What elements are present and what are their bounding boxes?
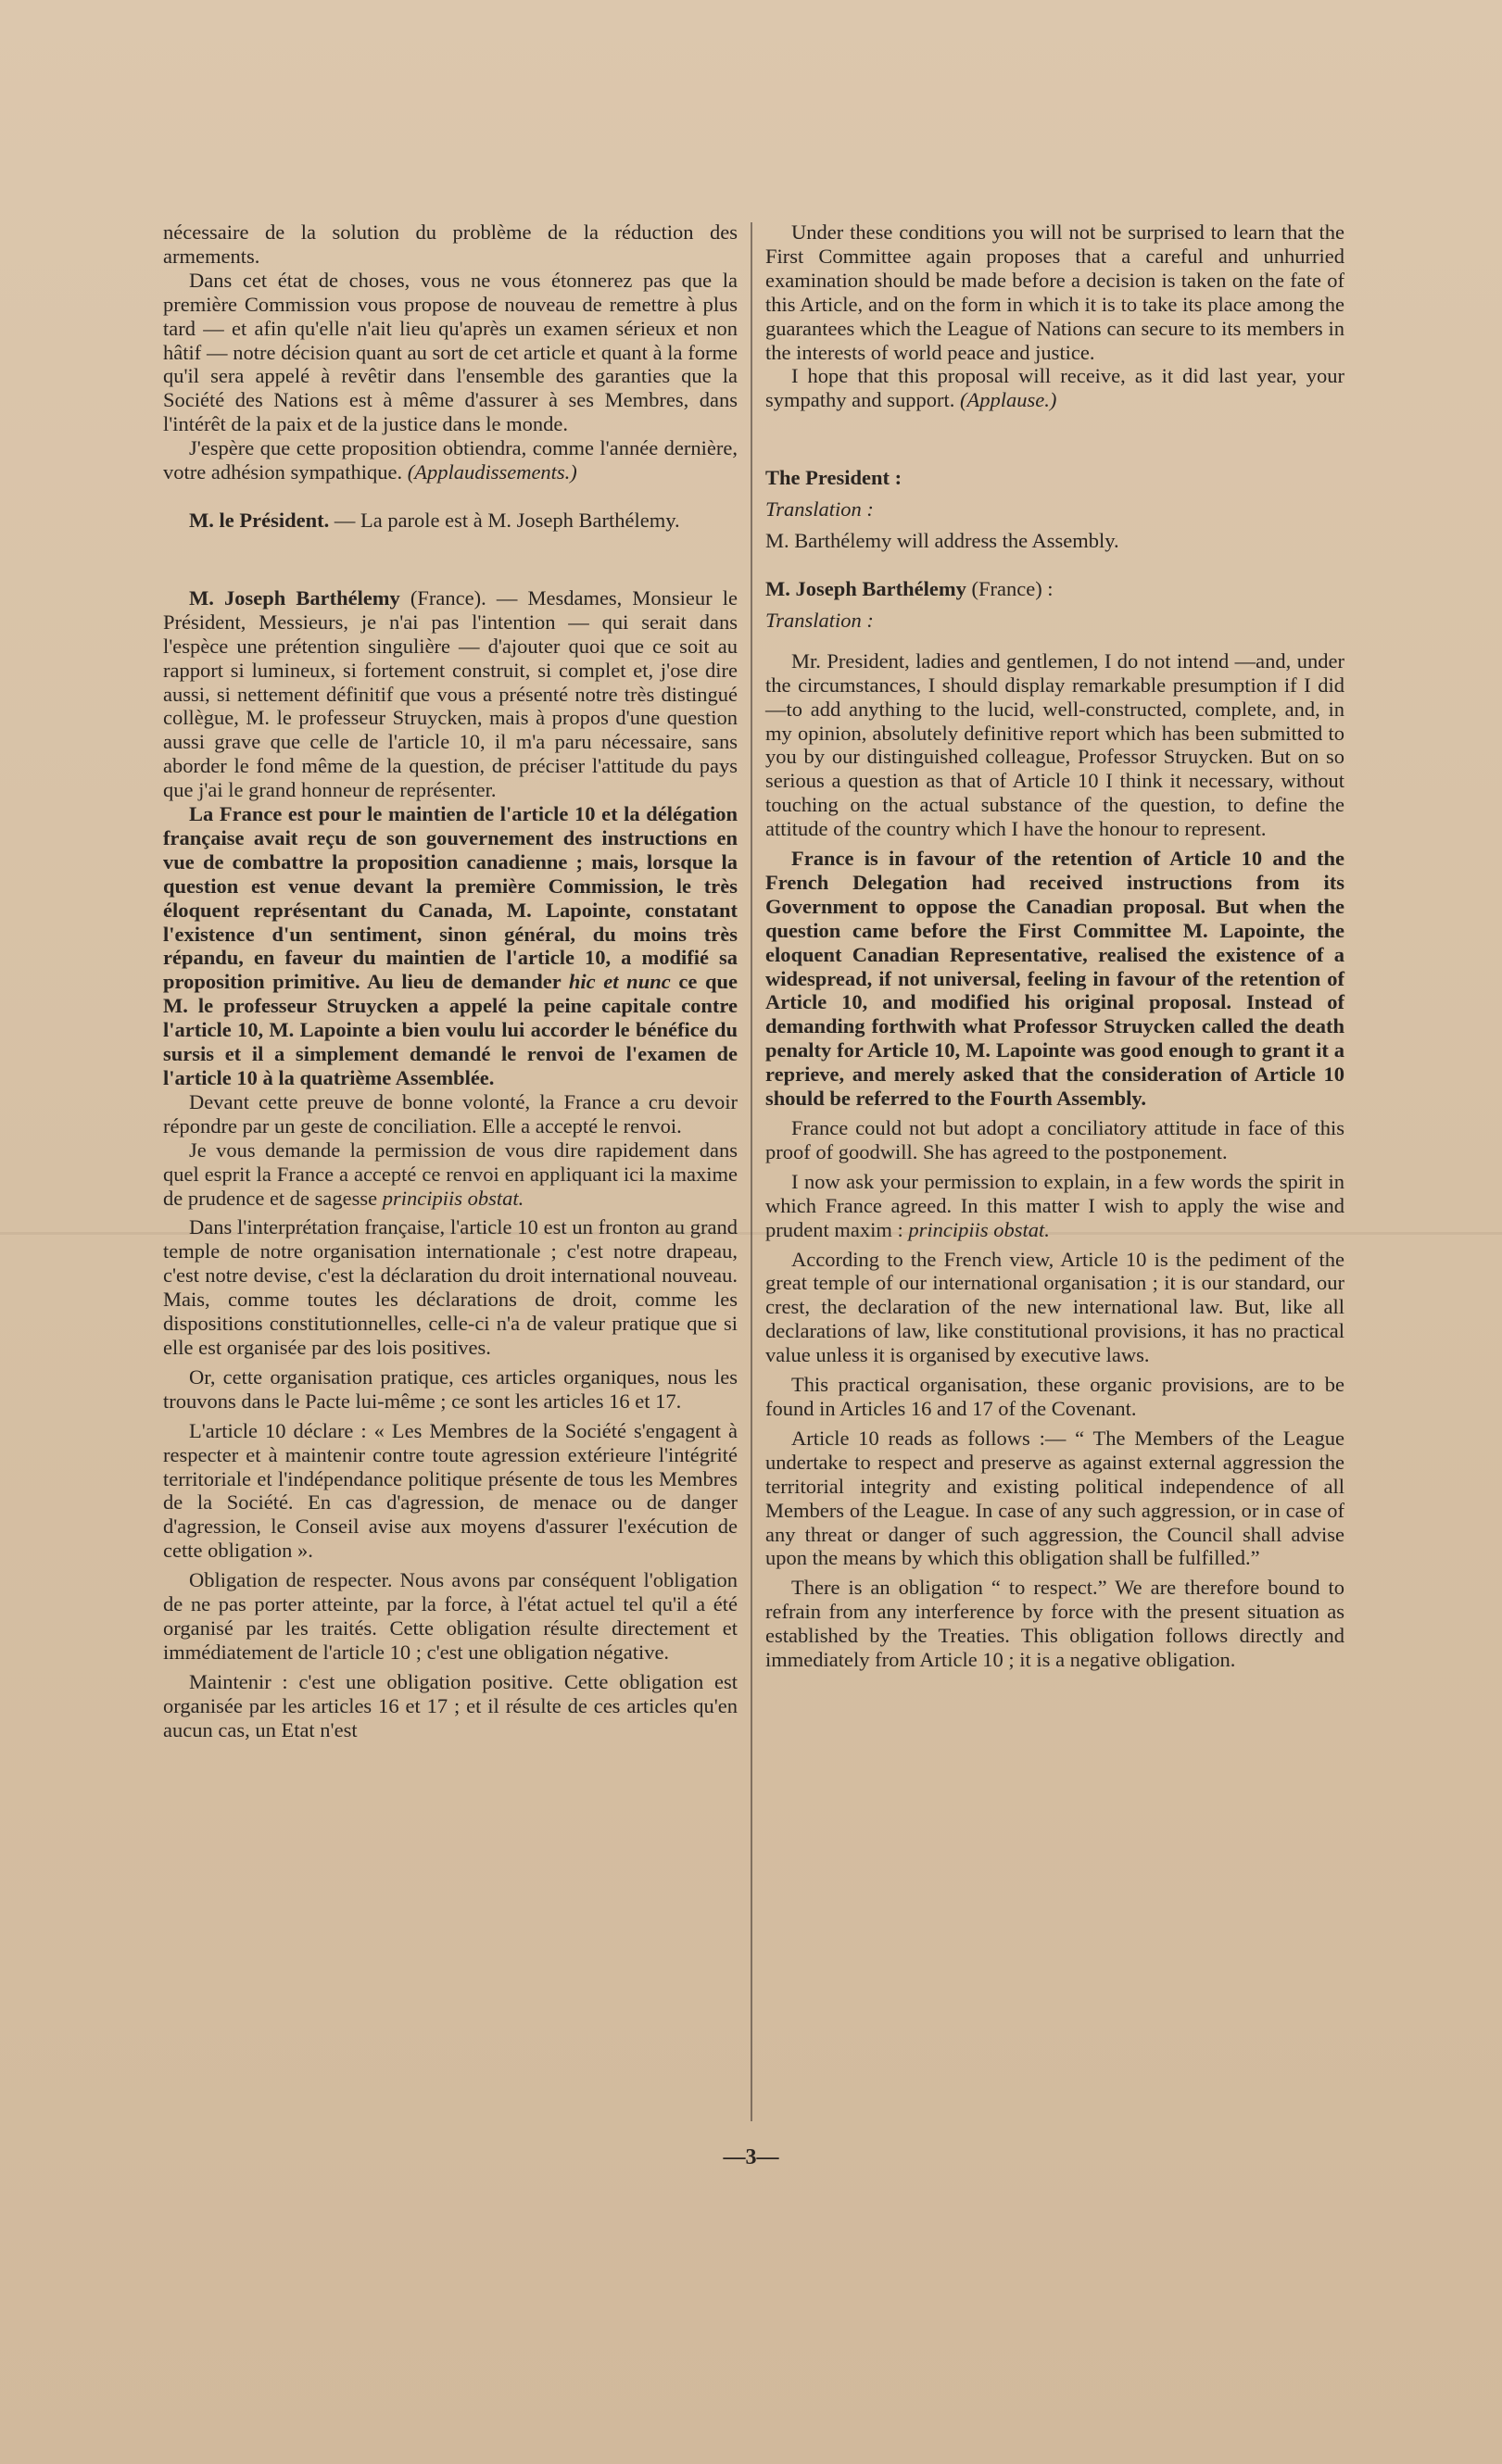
- fr-para-interp: Dans l'interprétation française, l'article 10 est un fronton au grand temple de notre organisation internationale ; c'est notre drapeau, c'est notre devise, c'est la déclaration du droit international nouveau. Mais, comme toutes les déclarations de droit, comme les dispositions constitutionnelles, celle-ci n'a de valeur pratique que si elle est organisée par des lois positives.: [163, 1215, 738, 1359]
- en-translation-label-2: Translation :: [765, 608, 874, 632]
- en-president: [765, 466, 1344, 490]
- fr-para-oblig: Obligation de respecter. Nous avons par conséquent l'obligation de ne pas porter atteinte, par la force, à l'état actuel tel qu'il a été organisé par les traités. Cette obligation résulte directement et immédiatement de l'article 10 ; c'est une obligation négative.: [163, 1568, 738, 1664]
- fr-para-france-end: ce que M. le professeur Struycken a appelé la peine capitale contre l'article 10, M. Lapointe a bien voulu lui accorder le bénéfice du sursis et il a simplement demandé le renvoi de l'examen de l'article 10 à la quatrième Assemblée.: [163, 970, 738, 1089]
- fr-joseph-speaker: M. Joseph Barthélemy: [189, 585, 400, 610]
- column-divider: [751, 222, 752, 2121]
- fr-joseph-country: (France).: [399, 585, 486, 610]
- en-translation-label: Translation :: [765, 497, 874, 522]
- fr-para-3: [163, 436, 738, 484]
- fr-president: [163, 509, 738, 533]
- fr-applause: (Applaudissements.): [407, 460, 577, 484]
- fr-president-speaker: M. le Président.: [189, 508, 330, 532]
- en-para-2-text: I hope that this proposal will receive, as it did last year, your sympathy and support.: [765, 364, 1344, 412]
- en-president-text: M. Barthélemy will address the Assembly.: [765, 529, 1119, 553]
- fr-para-permission: [163, 1138, 738, 1211]
- en-para-french-view: According to the French view, Article 10 is the pediment of the great temple of our international organisation ; it is our standard, our crest, the declaration of the new international law. But, like all declarations of law, like constitutional provisions, it has no practical value unless it is organised by executive laws.: [765, 1247, 1344, 1367]
- en-para-art10: Article 10 reads as follows :— “ The Members of the League undertake to respect and preserve as against external aggression the territorial integrity and existing political independence of all Members of the League. In case of any such aggression, or in case of any threat or danger of such aggression, the Council shall advise upon the means by which this obligation shall be fulfilled.”: [765, 1426, 1344, 1570]
- fr-para-france: [163, 802, 738, 1090]
- fr-joseph: [163, 586, 738, 802]
- fr-president-text: — La parole est à M. Joseph Barthélemy.: [329, 508, 680, 532]
- en-para-concil: France could not but adopt a conciliatory attitude in face of this proof of goodwill. She has agreed to the postponement.: [765, 1116, 1344, 1163]
- fr-para-3-text: J'espère que cette proposition obtiendra, comme l'année dernière, votre adhésion sympathique.: [163, 436, 738, 484]
- fr-joseph-text: — Mesdames, Monsieur le Président, Messieurs, je n'ai pas l'intention — qui serait dans l'espèce une prétention singulière — d'ajouter quoi que ce soit au rapport si lumineux, si fortement construit, si complet et, j'ose dire aussi, si nettement définitif que vous a présenté notre très distingué collègue, M. le professeur Struycken, mais à propos d'une question aussi grave que celle de l'article 10, il m'a paru nécessaire, sans aborder le fond même de la question, de préciser l'attitude du pays que j'ai le grand honneur de représenter.: [163, 585, 738, 802]
- english-column: [765, 220, 1344, 1672]
- fr-para-1: nécessaire de la solution du problème de la réduction des armements.: [163, 220, 738, 268]
- fr-para-france-text: La France est pour le maintien de l'article 10 et la délégation française avait reçu de son gouvernement des instructions en vue de combattre la proposition canadienne ; mais, lorsque la question est venue devant la première Commission, le très éloquent représentant du Canada, M. Lapointe, constatant l'existence d'un sentiment, sinon général, du moins très répandu, en faveur du maintien de l'article 10, a modifié sa proposition primitive. Au lieu de demander: [163, 802, 738, 994]
- french-column: [163, 220, 738, 1741]
- fr-para-orga: Or, cette organisation pratique, ces articles organiques, nous les trouvons dans le Pacte lui-même ; ce sont les articles 16 et 17.: [163, 1364, 738, 1413]
- fr-hic-et-nunc: hic et nunc: [568, 970, 671, 994]
- en-para-2: [765, 364, 1344, 412]
- en-para-mr: Mr. President, ladies and gentlemen, I do not intend —and, under the circumstances, I should display remarkable presumption if I did—to add anything to the lucid, well-constructed, complete, and, in my opinion, absolutely definitive report which has been submitted to you by our distinguished colleague, Professor Struycken. But on so serious a question as that of Article 10 I think it necessary, without touching on the actual substance of the question, to define the attitude of the country which I have the honour to represent.: [765, 648, 1344, 841]
- fr-para-art10: L'article 10 déclare : « Les Membres de la Société s'engagent à respecter et à maintenir contre toute agression extérieure l'intégrité territoriale et l'indépendance politique présente de tous les Membres de la Société. En cas d'agression, de menace ou de danger d'agression, le Conseil avise aux moyens d'assurer l'exécution de cette obligation ».: [163, 1418, 738, 1563]
- en-joseph: [765, 577, 1344, 601]
- page-number: —3—: [723, 2145, 779, 2169]
- en-para-practical: This practical organisation, these organic provisions, are to be found in Articles 16 and 17 of the Covenant.: [765, 1373, 1344, 1420]
- fr-principiis: principiis obstat.: [382, 1186, 524, 1210]
- en-applause: (Applause.): [959, 388, 1057, 412]
- en-para-permission: [765, 1170, 1344, 1242]
- fr-para-2: Dans cet état de choses, vous ne vous étonnerez pas que la première Commission vous propose de nouveau de remettre à plus tard — et afin qu'elle n'ait lieu qu'après un examen sérieux et non hâtif — notre décision quant au sort de cet article et quant à la forme qu'il sera appelé à revêtir dans l'ensemble des garanties que la Société des Nations est à même d'assurer à ses Membres, dans l'intérêt de la paix et de la justice dans le monde.: [163, 268, 738, 436]
- fr-para-permission-text: Je vous demande la permission de vous dire rapidement dans quel esprit la France a accepté ce renvoi en appliquant ici la maxime de prudence et de sagesse: [163, 1138, 738, 1210]
- en-president-speaker: The President :: [765, 466, 902, 490]
- fr-para-preuve: Devant cette preuve de bonne volonté, la France a cru devoir répondre par un geste de conciliation. Elle a accepté le renvoi.: [163, 1089, 738, 1138]
- en-para-respect: There is an obligation “ to respect.” We are therefore bound to refrain from any interference by force with the present situation as established by the Treaties. This obligation follows directly and immediately from Article 10 ; it is a negative obligation.: [765, 1576, 1344, 1672]
- en-joseph-country: (France) :: [966, 576, 1054, 600]
- en-para-permission-text: I now ask your permission to explain, in a few words the spirit in which France agreed. In this matter I wish to apply the wise and prudent maxim :: [765, 1169, 1344, 1241]
- en-joseph-speaker: M. Joseph Barthélemy: [765, 576, 966, 600]
- en-para-france: France is in favour of the retention of Article 10 and the French Delegation had received instructions from its Government to oppose the Canadian proposal. But when the question came before the First Committee M. Lapointe, the eloquent Canadian Representative, realised the existence of a widespread, if not universal, feeling in favour of the retention of Article 10, and modified his original proposal. Instead of demanding forthwith what Professor Struycken called the death penalty for Article 10, M. Lapointe was good enough to grant it a reprieve, and merely asked that the consideration of Article 10 should be referred to the Fourth Assembly.: [765, 847, 1344, 1111]
- fr-para-maint: Maintenir : c'est une obligation positive. Cette obligation est organisée par les articles 16 et 17 ; et il résulte de ces articles qu'en aucun cas, un Etat n'est: [163, 1669, 738, 1741]
- en-para-1: Under these conditions you will not be surprised to learn that the First Committee again proposes that a careful and unhurried examination should be made before a decision is taken on the fate of this Article, and on the form in which it is to take its place among the guarantees which the League of Nations can secure to its members in the interests of world peace and justice.: [765, 220, 1344, 364]
- en-principiis: principiis obstat.: [908, 1217, 1050, 1241]
